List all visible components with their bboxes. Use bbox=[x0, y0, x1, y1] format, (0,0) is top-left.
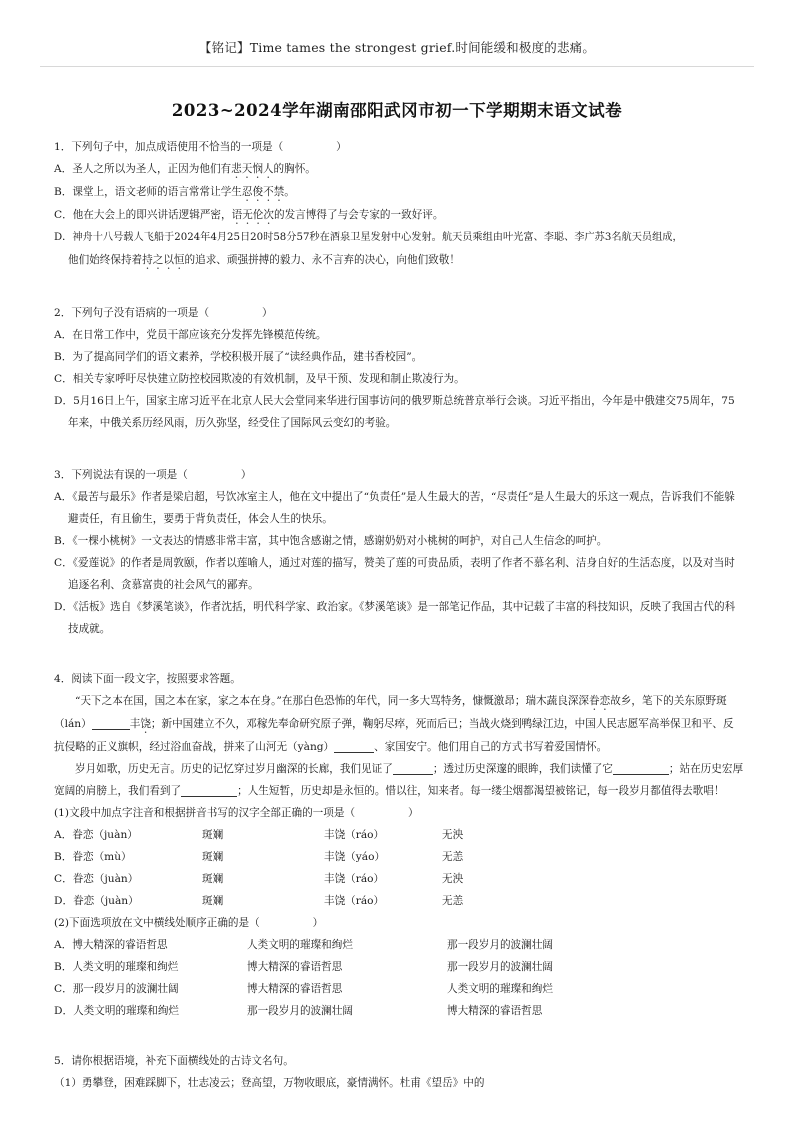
header-divider bbox=[40, 66, 754, 67]
question-3-stem: 3．下列说法有误的一项是（ ） bbox=[54, 469, 252, 481]
option-cell: C．那一段岁月的波澜壮阔 bbox=[54, 983, 179, 995]
question-1-stem: 1．下列句子中，加点成语使用不恰当的一项是（ ） bbox=[54, 141, 347, 153]
answer-blank[interactable] bbox=[92, 715, 130, 730]
question-5 bbox=[54, 1050, 744, 1094]
answer-blank[interactable] bbox=[613, 760, 669, 775]
option-cell: 斑斓 bbox=[202, 895, 224, 907]
option-cell: 那一段岁月的波澜壮阔 bbox=[447, 939, 553, 951]
option-cell: 斑斓 bbox=[202, 851, 224, 863]
option-cell: 无恙 bbox=[442, 851, 464, 863]
option-cell: 斑斓 bbox=[202, 829, 224, 841]
option-text: 。 bbox=[284, 186, 295, 198]
option-cell: D．人类文明的璀璨和绚烂 bbox=[54, 1005, 180, 1017]
question-2 bbox=[54, 302, 744, 434]
option-cell: 丰饶（ráo） bbox=[324, 895, 385, 907]
dotted-idiom: 忍俊不禁 bbox=[241, 186, 285, 198]
question-2-option-c: C．相关专家呼吁尽快建立防控校园欺凌的有效机制，及早干预、发现和制止欺凌行为。 bbox=[54, 373, 465, 385]
question-4-stem: 4．阅读下面一段文字，按照要求答题。 bbox=[54, 673, 241, 685]
question-5-stem: 5．请你根据语境，补充下面横线处的古诗文名句。 bbox=[54, 1055, 294, 1067]
passage-text: 故乡，笔下的关东原野斑（lán） bbox=[54, 695, 727, 730]
question-4-sub-2: (2)下面选项放在文中横线处顺序正确的是（ ） bbox=[54, 917, 324, 929]
dotted-idiom: 持之以恒 bbox=[142, 254, 185, 266]
question-1-option-b bbox=[54, 181, 744, 204]
sub1-option-d bbox=[54, 890, 744, 912]
sub2-option-d bbox=[54, 1000, 744, 1022]
dotted-idiom: 悲天悯人 bbox=[231, 163, 274, 175]
option-cell: 斑斓 bbox=[202, 873, 224, 885]
sub2-option-b bbox=[54, 956, 744, 978]
passage-text: ；人生短暂，历史却是永恒的。惜以往，知来者。每一缕尘烟都渴望被铭记，每一段岁月都值得去歌唱！ bbox=[237, 785, 725, 797]
option-cell: C．眷恋（juàn） bbox=[54, 873, 139, 885]
question-1-option-d-cont bbox=[54, 249, 744, 272]
option-text: 的胸怀。 bbox=[273, 163, 316, 175]
sub1-option-a bbox=[54, 824, 744, 846]
passage-paragraph-1 bbox=[54, 690, 744, 758]
question-2-option-d: D．5月16日上午，国家主席习近平在北京人民大会堂同来华进行国事访问的俄罗斯总统普京举行会谈。习近平指出，今年是中俄建交75周年，75年来，中俄关系历经风雨，历久弥坚，经受住了国际风云变幻的考验。 bbox=[54, 395, 735, 429]
question-3-option-d: D．《活板》选自《梦溪笔谈》，作者沈括，明代科学家、政治家。《梦溪笔谈》是一部笔记作品，其中记载了丰富的科技知识，反映了我国古代的科技成就。 bbox=[54, 601, 736, 635]
question-3 bbox=[54, 464, 744, 640]
passage-text: ；透过历史深邃的眼眸，我们读懂了它 bbox=[432, 763, 613, 775]
option-cell: 无泱 bbox=[442, 829, 464, 841]
passage-text: “天下之本在国，国之本在家，家之本在身。”在那白色恐怖的年代，同一多大骂特务，慷慨激昂；瑞木蔬良深深 bbox=[75, 695, 590, 707]
option-cell: 那一段岁月的波澜壮阔 bbox=[447, 961, 553, 973]
question-4 bbox=[54, 668, 744, 1022]
question-2-option-b: B．为了提高同学们的语文素养，学校积极开展了“读经典作品，建书香校园”。 bbox=[54, 351, 423, 363]
passage-paragraph-2 bbox=[54, 758, 744, 802]
passage-text: ；新中国建立不久，邓稼先奉命研究原子弹，鞠躬尽瘁，死而后已；当战火烧到鸭绿江边，中国人民志愿军高举保卫和平、反抗侵略的正义旗帜，经过浴血奋战，拼来了山河无（yàng） bbox=[54, 718, 734, 753]
option-cell: 丰饶（ráo） bbox=[324, 873, 385, 885]
exam-content bbox=[54, 136, 744, 1094]
option-cell: B．人类文明的璀璨和绚烂 bbox=[54, 961, 179, 973]
option-cell: D．眷恋（juàn） bbox=[54, 895, 139, 907]
question-2-option-a: A．在日常工作中，党员干部应该充分发挥先锋模范传统。 bbox=[54, 329, 327, 341]
option-cell: A．眷恋（juàn） bbox=[54, 829, 138, 841]
sub1-option-b bbox=[54, 846, 744, 868]
option-cell: 无恙 bbox=[442, 895, 464, 907]
option-cell: B．眷恋（mù） bbox=[54, 851, 132, 863]
answer-blank[interactable] bbox=[334, 738, 374, 753]
option-cell: 博大精深的睿语哲思 bbox=[247, 983, 343, 995]
option-cell: 无泱 bbox=[442, 873, 464, 885]
option-cell: 博大精深的睿语哲思 bbox=[247, 961, 343, 973]
passage-text: 丰 bbox=[129, 718, 141, 730]
option-text: 的发言博得了与会专家的一致好评。 bbox=[273, 209, 444, 221]
question-2-stem: 2．下列句子没有语病的一项是（ ） bbox=[54, 307, 273, 319]
question-4-sub-1: (1)文段中加点字注音和根据拼音书写的汉字全部正确的一项是（ ） bbox=[54, 807, 419, 819]
option-text: B．课堂上，语文老师的语言常常让学生 bbox=[54, 186, 242, 198]
sub2-option-a bbox=[54, 934, 744, 956]
answer-blank[interactable] bbox=[181, 782, 237, 797]
sub1-option-c bbox=[54, 868, 744, 890]
option-cell: A．博大精深的睿语哲思 bbox=[54, 939, 168, 951]
question-1-option-c bbox=[54, 204, 744, 227]
question-3-option-b: B．《一棵小桃树》一文表达的情感非常丰富，其中饱含感谢之情，感谢奶奶对小桃树的呵护，对自己人生信念的呵护。 bbox=[54, 535, 608, 547]
question-1 bbox=[54, 136, 744, 272]
option-cell: 那一段岁月的波澜壮阔 bbox=[247, 1005, 353, 1017]
option-cell: 博大精深的睿语哲思 bbox=[447, 1005, 543, 1017]
dotted-word: 饶 bbox=[140, 718, 151, 730]
sub2-option-c bbox=[54, 978, 744, 1000]
question-5-sub-1: （1）勇攀登，困难踩脚下，壮志凌云；登高望，万物收眼底，豪情满怀。杜甫《望岳》中的 bbox=[54, 1077, 485, 1089]
option-cell: 丰饶（yáo） bbox=[324, 851, 386, 863]
motto-header: 【铭记】Time tames the strongest grief.时间能缓和极度的悲痛。 bbox=[198, 40, 596, 55]
option-text: C．他在大会上的即兴讲话逻辑严密， bbox=[54, 209, 232, 221]
passage-text: ；站在历史宏厚宽阔的肩膀上，我们看到了 bbox=[54, 763, 744, 797]
dotted-word: 眷恋 bbox=[589, 695, 611, 707]
passage-text: 岁月如歌，历史无言。历史的记忆穿过岁月幽深的长廊，我们见证了 bbox=[75, 763, 393, 775]
question-1-option-d: D．神舟十八号载人飞船于2024年4月25日20时58分57秒在酒泉卫星发射中心发射。航天员乘组由叶光富、李聪、李广苏3名航天员组成， bbox=[54, 232, 683, 243]
option-text: 他们始终保持着 bbox=[68, 254, 143, 266]
dotted-idiom: 语无伦次 bbox=[231, 209, 274, 221]
option-cell: 丰饶（ráo） bbox=[324, 829, 385, 841]
question-3-option-c: C．《爱莲说》的作者是周敦颐，作者以莲喻人，通过对莲的描写，赞美了莲的可贵品质，表明了作者不慕名利、洁身自好的生活态度，以及对当时追逐名利、贪慕富贵的社会风气的鄙弃。 bbox=[54, 557, 735, 591]
option-text: A．圣人之所以为圣人，正因为他们有 bbox=[54, 163, 232, 175]
passage-text: 、家国安宁。他们用自己的方式书写着爱国情怀。 bbox=[374, 741, 608, 753]
question-1-option-a bbox=[54, 158, 744, 181]
option-cell: 人类文明的璀璨和绚烂 bbox=[247, 939, 353, 951]
question-3-option-a: A．《最苦与最乐》作者是梁启超，号饮冰室主人，他在文中提出了“负责任”是人生最大的苦，“尽责任”是人生最大的乐这一观点，告诉我们不能躲避责任，有且偷生，要勇于背负责任，体会人生的快乐。 bbox=[54, 491, 735, 525]
option-text: 的追求、顽强拼搏的毅力、永不言弃的决心，向他们致敬！ bbox=[184, 254, 460, 266]
option-cell: 人类文明的璀璨和绚烂 bbox=[447, 983, 553, 995]
answer-blank[interactable] bbox=[393, 760, 433, 775]
exam-title: 2023~2024学年湖南邵阳武冈市初一下学期期末语文试卷 bbox=[171, 101, 623, 120]
